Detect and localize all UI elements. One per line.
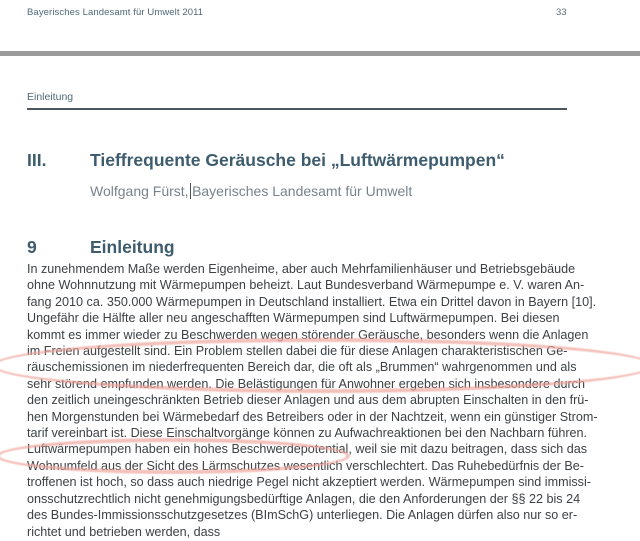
body-text-line: In zunehmendem Maße werden Eigenheime, aber auch Mehrfamilienhäuser und Betriebsgebäude	[27, 262, 576, 276]
running-header-left: Bayerisches Landesamt für Umwelt 2011	[27, 7, 204, 18]
text-cursor[interactable]	[190, 183, 192, 199]
section-title: Einleitung	[90, 237, 175, 257]
body-text-line: ohne Wohnnutzung mit Wärmepumpen beheizt. Laut Bundesverband Wärmepumpe e. V. waren An-	[27, 278, 585, 293]
chapter-number: III.	[27, 150, 47, 170]
body-text-line: troffenen ist hoch, so dass auch niedrige Pegel nicht akzeptiert werden. Wärmepumpen sind immissi-	[27, 475, 591, 490]
body-text-line: Ungefähr die Hälfte aller neu angeschafften Wärmepumpen sind Luftwärmepumpen. Bei diesen	[27, 311, 560, 326]
body-text-line: fang 2010 ca. 350.000 Wärmepumpen in Deutschland installiert. Etwa ein Drittel davon in Bayern [10].	[27, 294, 597, 309]
body-text-line: tarif vereinbart ist. Diese Einschaltvorgänge können zu Aufwachreaktionen bei den Nachbarn führen.	[27, 426, 588, 441]
body-text-line: onsschutzrechtlich nicht genehmigungsbedürftige Anlagen, die den Anforderungen der §§ 22 bis 24	[27, 491, 581, 506]
section-rule	[27, 108, 567, 110]
body-text-line: des Bundes-Immissionsschutzgesetzes (BImSchG) unterliegen. Die Anlagen dürfen also nur so er-	[27, 508, 578, 523]
author-affiliation: Bayerisches Landesamt für Umwelt	[192, 183, 413, 199]
body-text-line: Luftwärmepumpen haben ein hohes Beschwerdepotential, weil sie mit dazu beitragen, dass sich das	[27, 442, 588, 457]
body-text-line: hen Morgenstunden bei Wärmebedarf des Betreibers oder in der Nachtzeit, wenn ein günstiger Strom-	[27, 409, 598, 424]
body-text-line: den zeitlich uneingeschränkten Betrieb dieser Anlagen und aus dem abrupten Einschalten in den frü-	[27, 393, 589, 408]
author-line[interactable]	[90, 183, 412, 199]
body-paragraph	[27, 261, 637, 540]
running-section-label: Einleitung	[27, 91, 74, 103]
body-text-line: räuschemissionen im niederfrequenten Bereich dar, die oft als „Brummen“ wahrgenommen und als	[27, 360, 577, 375]
body-text-line: kommt es immer wieder zu Beschwerden wegen störender Geräusche, besonders wenn die Anlagen	[27, 327, 589, 342]
body-text-line: im Freien aufgestellt sind. Ein Problem stellen dabei die für diese Anlagen charakteristischen Ge-	[27, 344, 568, 359]
chapter-title: Tieffrequente Geräusche bei „Luftwärmepumpen“	[90, 150, 505, 170]
body-text-line: Wohnumfeld aus der Sicht des Lärmschutzes wesentlich verschlechtert. Das Ruhebedürfnis der Be-	[27, 458, 584, 473]
header-divider-bar	[0, 51, 640, 56]
body-text-line: richtet und betrieben werden, dass	[27, 524, 221, 539]
author-name: Wolfgang Fürst,	[90, 183, 189, 199]
section-number: 9	[27, 237, 37, 257]
body-text-line: sehr störend empfunden werden. Die Belästigungen für Anwohner ergeben sich insbesondere durch	[27, 376, 585, 391]
page-number: 33	[556, 7, 567, 18]
